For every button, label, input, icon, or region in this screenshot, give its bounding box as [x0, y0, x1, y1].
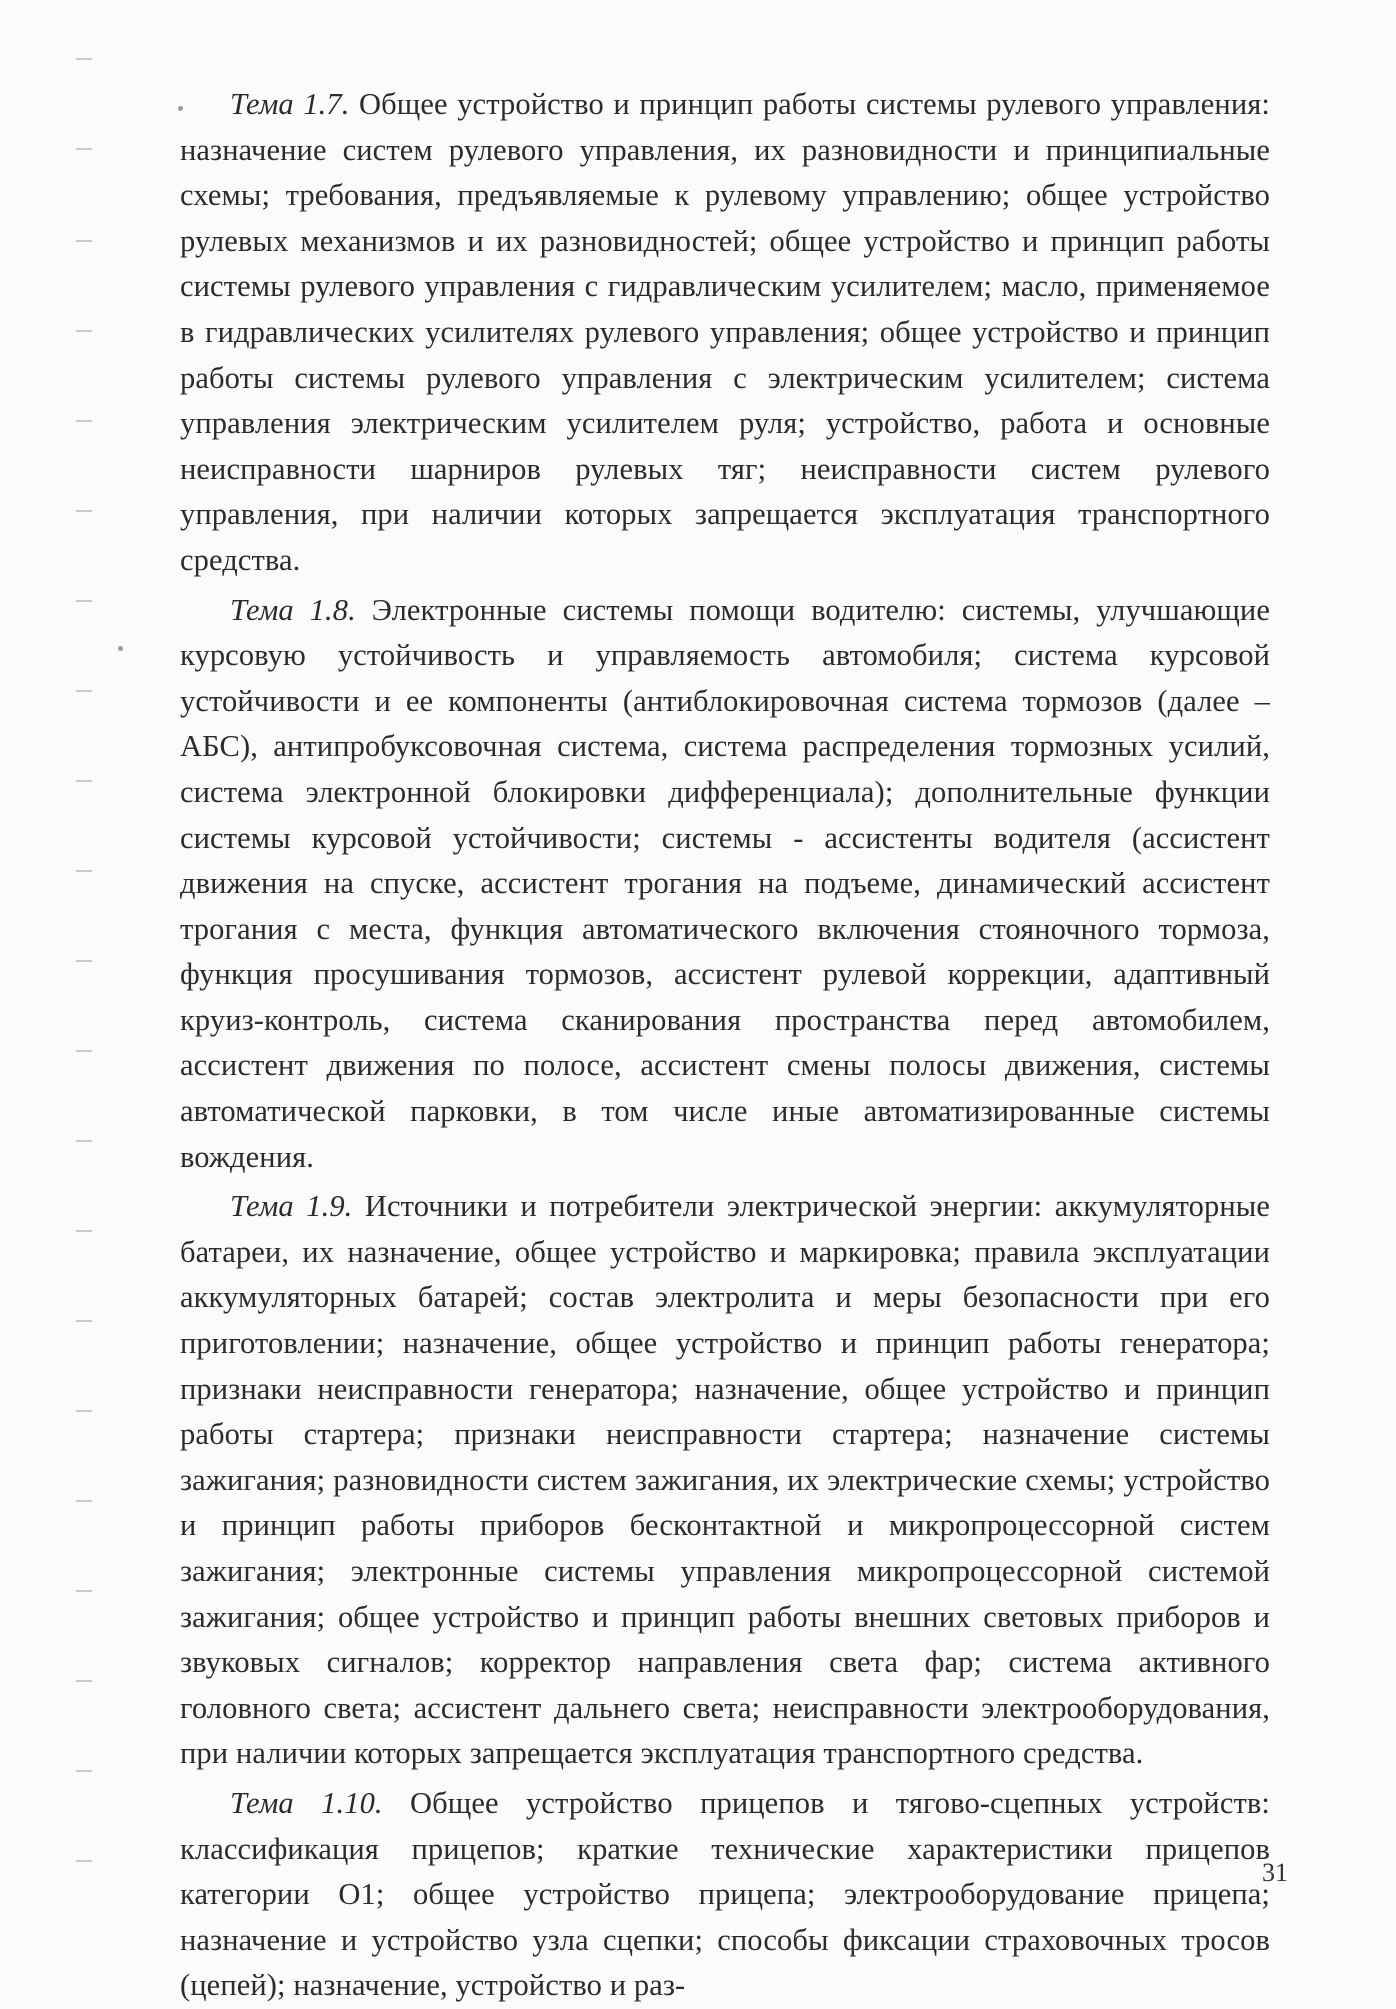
topic-heading: Тема 1.10. — [230, 1785, 383, 1820]
page-number: 31 — [1262, 1858, 1288, 1887]
margin-tick — [76, 148, 92, 150]
paragraph-text: Общее устройство прицепов и тягово-сцепных устройств: классификация прицепов; краткие технические характеристики прицепов категории О1; общее устройство прицепа; электрооборудование прицепа; назначение и устройство узла сцепки; способы фиксации страховочных тросов (цепей); назначение, устройство и раз- — [180, 1785, 1270, 2003]
margin-tick — [76, 1500, 92, 1502]
margin-tick — [76, 330, 92, 332]
margin-tick — [76, 510, 92, 512]
paragraph-topic-1-8 — [180, 588, 1270, 1181]
margin-tick — [76, 420, 92, 422]
margin-tick — [76, 1050, 92, 1052]
margin-tick — [76, 1680, 92, 1682]
margin-tick — [76, 870, 92, 872]
paragraph-text: Общее устройство и принцип работы системы рулевого управления: назначение систем рулевого управления, их разновидности и принципиальные схемы; требования, предъявляемые к рулевому управлению; общее устройство рулевых механизмов и их разновидностей; общее устройство и принцип работы системы рулевого управления с гидравлическим усилителем; масло, применяемое в гидравлических усилителях рулевого управления; общее устройство и принцип работы системы рулевого управления с электрическим усилителем; система управления электрическим усилителем руля; устройство, работа и основные неисправности шарниров рулевых тяг; неисправности систем рулевого управления, при наличии которых запрещается эксплуатация транспортного средства. — [180, 87, 1270, 577]
margin-tick — [76, 1230, 92, 1232]
margin-tick — [76, 1320, 92, 1322]
body-text — [180, 82, 1270, 2009]
margin-tick — [76, 690, 92, 692]
binding-margin-marks — [0, 0, 120, 1920]
speck-mark — [118, 646, 123, 651]
topic-heading: Тема 1.9. — [230, 1189, 353, 1224]
margin-tick — [76, 1410, 92, 1412]
margin-tick — [76, 600, 92, 602]
paragraph-topic-1-7 — [180, 82, 1270, 584]
margin-tick — [76, 1590, 92, 1592]
margin-tick — [76, 1860, 92, 1862]
margin-tick — [76, 58, 92, 60]
topic-heading: Тема 1.8. — [230, 592, 356, 627]
margin-tick — [76, 960, 92, 962]
topic-heading: Тема 1.7. — [230, 87, 350, 121]
margin-tick — [76, 1140, 92, 1142]
paragraph-topic-1-9 — [180, 1184, 1270, 1777]
paragraph-text: Источники и потребители электрической энергии: аккумуляторные батареи, их назначение, общее устройство и маркировка; правила эксплуатации аккумуляторных батарей; состав электролита и меры безопасности при его приготовлении; назначение, общее устройство и принцип работы генератора; признаки неисправности генератора; назначение, общее устройство и принцип работы стартера; признаки неисправности стартера; назначение системы зажигания; разновидности систем зажигания, их электрические схемы; устройство и принцип работы приборов бесконтактной и микропроцессорной систем зажигания; электронные системы управления микропроцессорной системой зажигания; общее устройство и принцип работы внешних световых приборов и звуковых сигналов; корректор направления света фар; система активного головного света; ассистент дальнего света; неисправности электрооборудования, при наличии которых запрещается эксплуатация транспортного средства. — [180, 1189, 1270, 1771]
margin-tick — [76, 780, 92, 782]
margin-tick — [76, 1770, 92, 1772]
paragraph-text: Электронные системы помощи водителю: системы, улучшающие курсовую устойчивость и управляемость автомобиля; система курсовой устойчивости и ее компоненты (антиблокировочная система тормозов (далее – АБС), антипробуксовочная система, система распределения тормозных усилий, система электронной блокировки дифференциала); дополнительные функции системы курсовой устойчивости; системы - ассистенты водителя (ассистент движения на спуске, ассистент трогания на подъеме, динамический ассистент трогания с места, функция автоматического включения стояночного тормоза, функция просушивания тормозов, ассистент рулевой коррекции, адаптивный круиз-контроль, система сканирования пространства перед автомобилем, ассистент движения по полосе, ассистент смены полосы движения, системы автоматической парковки, в том числе иные автоматизированные системы вождения. — [180, 592, 1270, 1174]
margin-tick — [76, 240, 92, 242]
paragraph-topic-1-10 — [180, 1781, 1270, 2009]
